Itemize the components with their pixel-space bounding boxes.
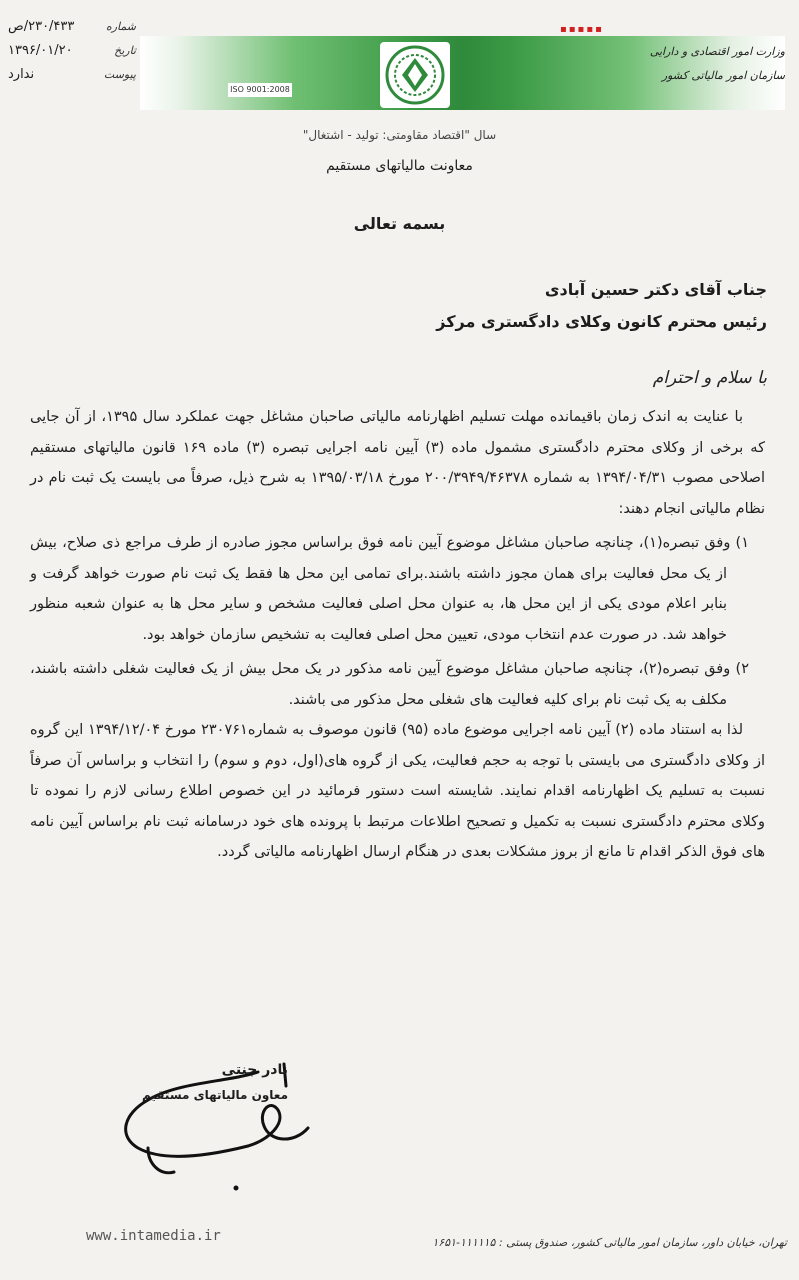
signature-block: [108, 1052, 328, 1192]
organization-name: سازمان امور مالیاتی کشور: [661, 69, 785, 82]
greeting: با سلام و احترام: [652, 368, 767, 388]
deputy-title: معاونت مالیاتهای مستقیم: [326, 158, 473, 174]
body-item-2: ۲) وفق تبصره(۲)، چنانچه صاحبان مشاغل موضوع آیین نامه مذکور در یک محل بیش از یک فعالیت شغلی داشته باشند، مکلف به یک ثبت نام برای کلیه فعالیت های شغلی محل مذکور می باشند.: [30, 661, 749, 708]
date-value: ۱۳۹۶/۰۱/۲۰: [8, 42, 73, 58]
attachment-label: پیوست: [103, 67, 136, 81]
body-item-1: ۱) وفق تبصره(۱)، چنانچه صاحبان مشاغل موضوع آیین نامه فوق براساس مجوز صادره از طرف مراجع ذی صلاح، بیش از یک محل فعالیت برای همان مجوز داشته باشند.برای تمامی این محل ها فقط یک ثبت نام صورت خواهد گرفت و بنابر اعلام مودی یکی از این محل ها، به عنوان محل اصلی فعالیت مشخص و سایر محل ها به عنوان شعبه منظور خواهد شد. در صورت عدم انتخاب مودی، تعیین محل اصلی فعالیت به تشخیص سازمان خواهد بود.: [30, 535, 749, 643]
body-paragraph-2: لذا به استناد ماده (۲) آیین نامه اجرایی موضوع ماده (۹۵) قانون موصوف به شماره۲۳۰۷۶۱ مورخ ۱۳۹۴/۱۲/۰۴ این گروه از وکلای دادگستری می بایستی با توجه به حجم فعالیت، یکی از گروه های(اول، دوم و سوم) را انتخاب و براساس آن صرفاً نسبت به تسلیم یک اظهارنامه اقدام نمایند. شایسته است دستور فرمائید در این خصوص اطلاع رسانی لازم را نموده تا وکلای محترم دادگستری نسبت به تکمیل و تصحیح اطلاعات مرتبط با پرونده های خود درسامانه ثبت نام براساس آیین نامه های فوق الذکر اقدام تا مانع از بروز مشکلات بعدی در هنگام ارسال اظهارنامه مالیاتی گردد.: [30, 722, 765, 860]
signatory-title: معاون مالیاتهای مستقیم: [141, 1088, 288, 1102]
letter-body: [30, 402, 765, 868]
footer-website: www.intamedia.ir: [86, 1228, 221, 1244]
ministry-name: وزارت امور اقتصادی و دارایی: [649, 45, 785, 58]
footer-address: تهران، خیابان داور، سازمان امور مالیاتی کشور، صندوق پستی : ۱۱۱۱۱۵-۱۶۵۱: [432, 1236, 787, 1249]
date-label: تاریخ: [114, 43, 136, 57]
organization-emblem-icon: [380, 42, 450, 108]
number-value: ۲۳۰/۴۳۳/ص: [8, 18, 75, 34]
red-stamp-mark: ▪▪▪▪▪: [560, 24, 604, 35]
signatory-name: نادر جنتی: [221, 1062, 288, 1078]
number-label: شماره: [105, 19, 136, 33]
body-paragraph-1: با عنایت به اندک زمان باقیمانده مهلت تسلیم اظهارنامه مالیاتی صاحبان مشاغل جهت عملکرد سال ۱۳۹۵، از آن جایی که برخی از وکلای محترم دادگستری مشمول ماده (۳) آیین نامه اجرایی تبصره (۳) ماده ۱۶۹ قانون مالیاتهای مستقیم اصلاحی مصوب ۱۳۹۴/۰۴/۳۱ به شماره ۲۰۰/۳۹۴۹/۴۶۳۷۸ مورخ ۱۳۹۵/۰۳/۱۸ به شرح ذیل، صرفاً می بایست یک ثبت نام در نظام مالیاتی انجام دهند:: [30, 409, 766, 517]
addressee-line-2: رئیس محترم کانون وکلای دادگستری مرکز: [436, 312, 767, 331]
attachment-row: [8, 62, 136, 86]
handwritten-signature-icon: [108, 1052, 328, 1192]
number-row: [8, 14, 136, 38]
bismillah: بسمه تعالی: [353, 214, 446, 233]
letter-meta: [8, 14, 136, 86]
date-row: [8, 38, 136, 62]
attachment-value: ندارد: [8, 66, 35, 82]
addressee-line-1: جناب آقای دکتر حسین آبادی: [544, 280, 767, 299]
iso-badge: ISO 9001:2008: [228, 83, 292, 97]
year-motto: سال "اقتصاد مقاومتی: تولید - اشتغال": [302, 128, 497, 142]
ministry-heading: [625, 40, 785, 88]
